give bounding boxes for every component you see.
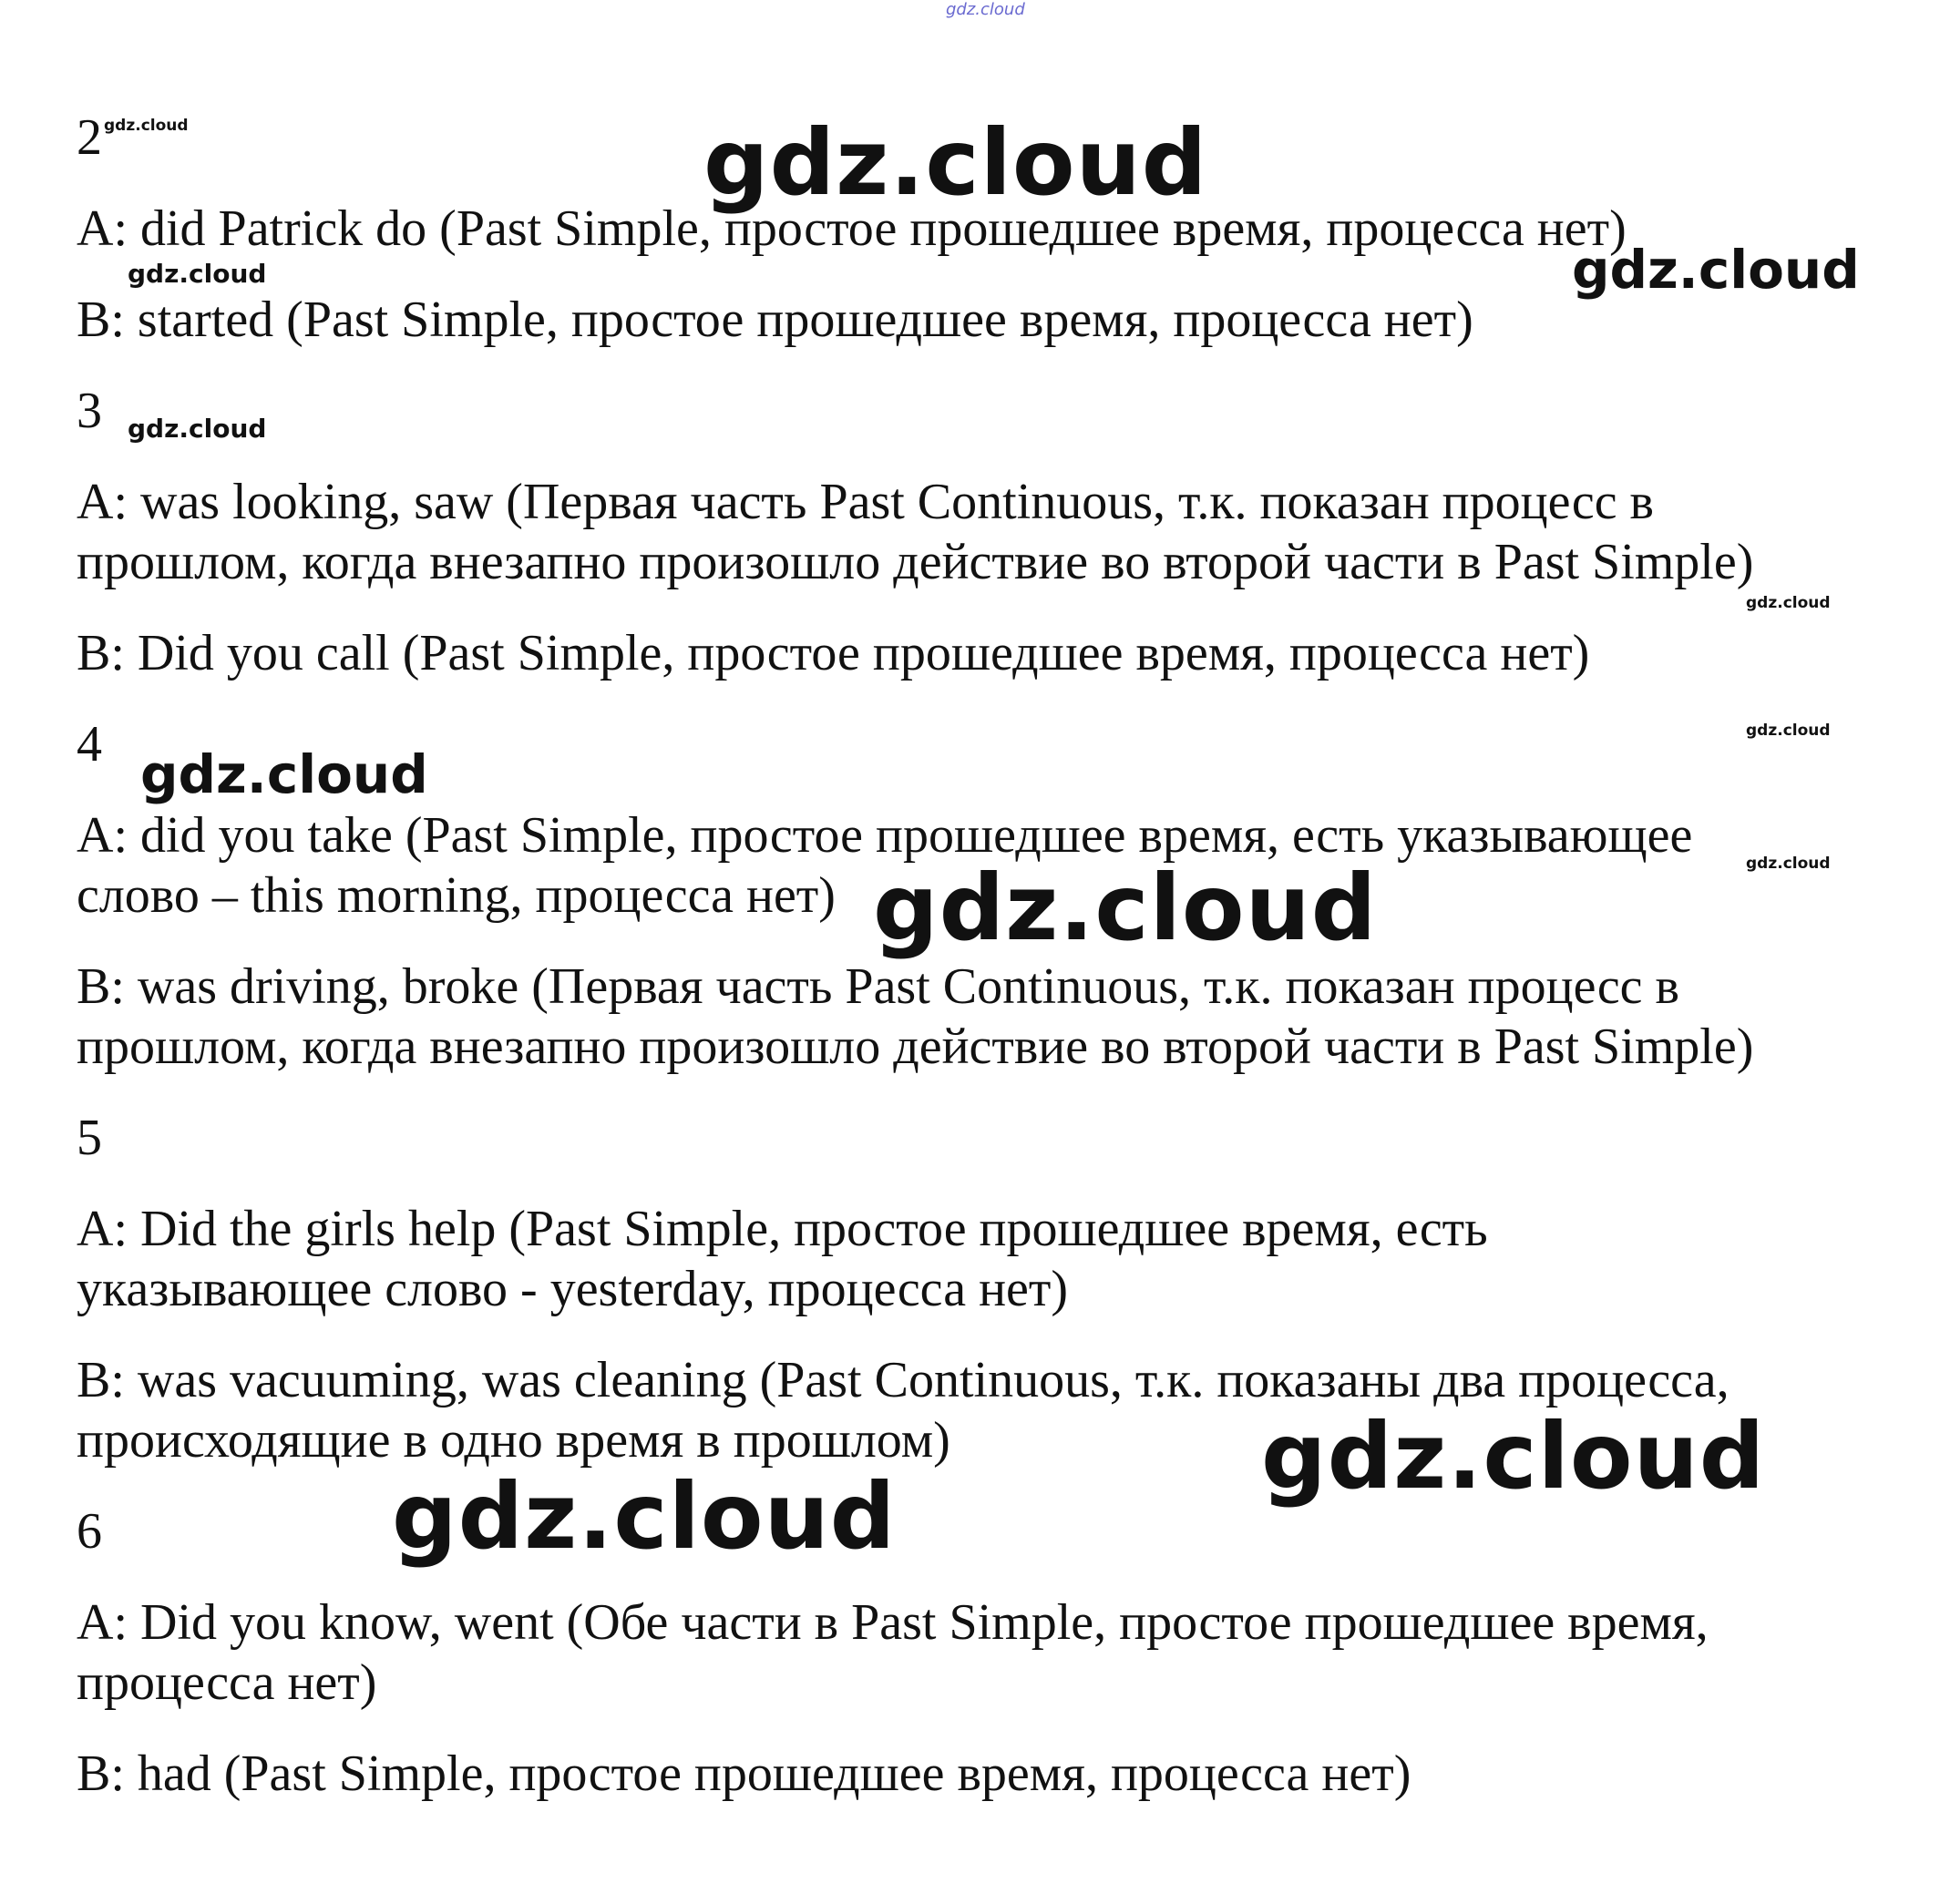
answer-line: B: had (Past Simple, простое прошедшее время, процесса нет) xyxy=(77,1745,1411,1802)
watermark: gdz.cloud xyxy=(1746,722,1831,740)
watermark: gdz.cloud xyxy=(1572,239,1860,301)
answer-line: A: Did you know, went (Обе части в Past Simple, простое прошедшее время, xyxy=(77,1594,1709,1651)
answer-line: B: was vacuuming, was cleaning (Past Continuous, т.к. показаны два процесса, xyxy=(77,1352,1730,1408)
answer-line: A: did Patrick do (Past Simple, простое прошедшее время, процесса нет) xyxy=(77,200,1627,257)
watermark: gdz.cloud xyxy=(140,743,428,805)
section-number: 3 xyxy=(77,383,102,439)
answer-line: указывающее слово - yesterday, процесса нет) xyxy=(77,1261,1069,1317)
answer-line: A: Did the girls help (Past Simple, простое прошедшее время, есть xyxy=(77,1201,1488,1257)
section-number: 6 xyxy=(77,1503,102,1560)
answer-line: процесса нет) xyxy=(77,1654,377,1711)
answer-line: A: was looking, saw (Первая часть Past Continuous, т.к. показан процесс в xyxy=(77,474,1654,530)
answer-line: происходящие в одно время в прошлом) xyxy=(77,1412,950,1469)
answer-line: B: started (Past Simple, простое прошедшее время, процесса нет) xyxy=(77,292,1473,348)
watermark: gdz.cloud xyxy=(1746,855,1831,873)
answer-line: B: was driving, broke (Первая часть Past Continuous, т.к. показан процесс в xyxy=(77,958,1679,1015)
header-watermark: gdz.cloud xyxy=(946,0,1025,19)
watermark: gdz.cloud xyxy=(873,855,1378,961)
watermark: gdz.cloud xyxy=(128,259,267,289)
watermark: gdz.cloud xyxy=(392,1463,897,1570)
section-number: 2 xyxy=(77,109,102,166)
answer-line: прошлом, когда внезапно произошло действие во второй части в Past Simple) xyxy=(77,1019,1754,1075)
answer-line: слово – this morning, процесса нет) xyxy=(77,867,836,924)
section-number: 4 xyxy=(77,716,102,773)
watermark: gdz.cloud xyxy=(1746,594,1831,612)
watermark: gdz.cloud xyxy=(1261,1403,1766,1510)
answer-line: B: Did you call (Past Simple, простое прошедшее время, процесса нет) xyxy=(77,625,1590,681)
watermark: gdz.cloud xyxy=(703,109,1208,216)
answer-line: A: did you take (Past Simple, простое прошедшее время, есть указывающее xyxy=(77,807,1693,864)
watermark: gdz.cloud xyxy=(104,117,189,135)
answer-line: прошлом, когда внезапно произошло действие во второй части в Past Simple) xyxy=(77,534,1754,590)
section-number: 5 xyxy=(77,1110,102,1166)
watermark: gdz.cloud xyxy=(128,414,267,444)
